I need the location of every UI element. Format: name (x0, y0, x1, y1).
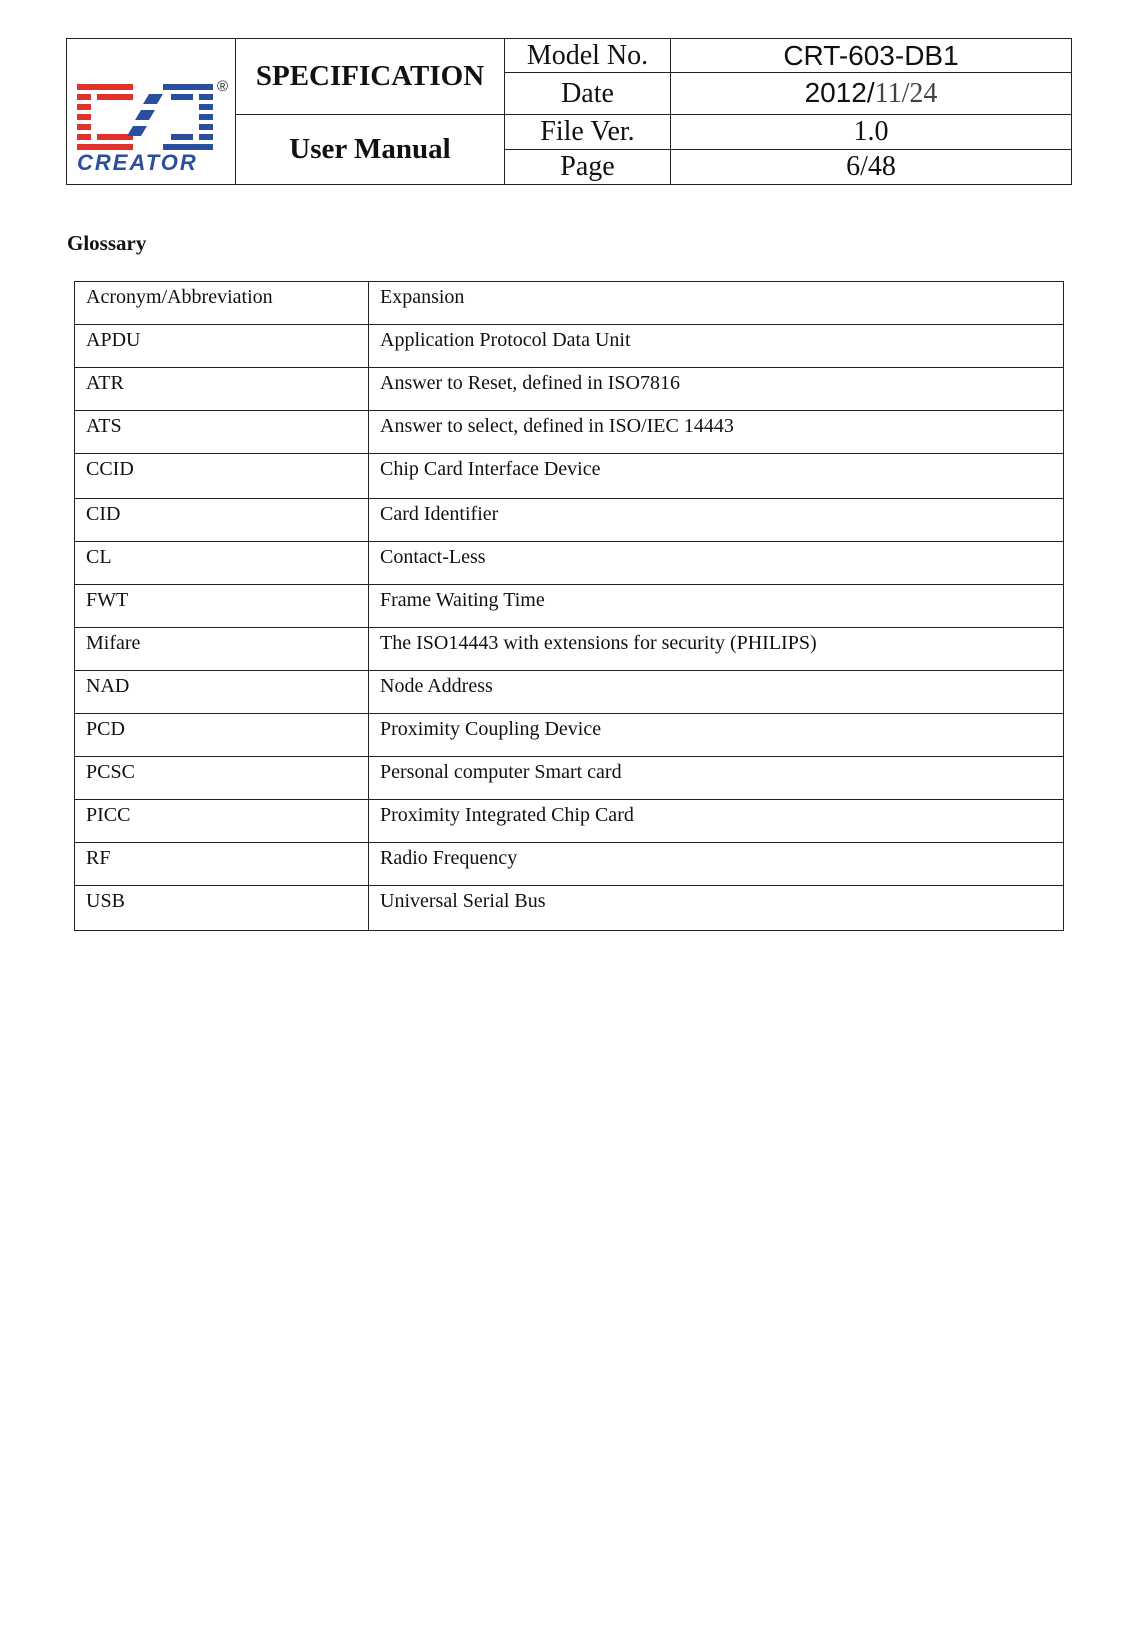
table-row (75, 542, 1064, 585)
date-rest: 11/24 (874, 78, 938, 109)
date-year: 2012/ (804, 77, 875, 108)
glossary-table (74, 281, 1064, 931)
table-row (75, 499, 1064, 542)
glossary-term: PICC (75, 800, 369, 843)
creator-logo-icon (71, 50, 231, 174)
glossary-term: PCD (75, 714, 369, 757)
model-label: Model No. (505, 39, 671, 73)
table-row (75, 411, 1064, 454)
file-version-label: File Ver. (505, 115, 671, 150)
svg-text:®: ® (217, 77, 229, 95)
table-row (75, 671, 1064, 714)
glossary-expansion: Chip Card Interface Device (369, 454, 1064, 499)
table-row (75, 454, 1064, 499)
glossary-term: USB (75, 886, 369, 931)
glossary-term: NAD (75, 671, 369, 714)
glossary-expansion: Application Protocol Data Unit (369, 325, 1064, 368)
glossary-term: Mifare (75, 628, 369, 671)
glossary-expansion: Card Identifier (369, 499, 1064, 542)
glossary-expansion: The ISO14443 with extensions for security (PHILIPS) (369, 628, 1064, 671)
page-label: Page (505, 150, 671, 185)
glossary-term: RF (75, 843, 369, 886)
logo-cell (67, 39, 236, 185)
glossary-expansion: Radio Frequency (369, 843, 1064, 886)
glossary-expansion: Answer to Reset, defined in ISO7816 (369, 368, 1064, 411)
glossary-expansion: Answer to select, defined in ISO/IEC 14443 (369, 411, 1064, 454)
svg-text:CREATOR: CREATOR (77, 149, 198, 174)
glossary-heading: Glossary (67, 231, 147, 255)
glossary-expansion: Proximity Coupling Device (369, 714, 1064, 757)
glossary-term: APDU (75, 325, 369, 368)
table-header-row (75, 282, 1064, 325)
glossary-term: CCID (75, 454, 369, 499)
table-row (75, 325, 1064, 368)
table-row (75, 368, 1064, 411)
glossary-term: CL (75, 542, 369, 585)
table-row (75, 886, 1064, 931)
page-value: 6/48 (671, 150, 1072, 185)
file-version-value: 1.0 (671, 115, 1072, 150)
user-manual-title: User Manual (236, 115, 505, 185)
table-row (75, 843, 1064, 886)
model-value: CRT-603-DB1 (671, 39, 1072, 73)
glossary-term: FWT (75, 585, 369, 628)
column-header-acronym: Acronym/Abbreviation (75, 282, 369, 325)
glossary-expansion: Contact-Less (369, 542, 1064, 585)
date-label: Date (505, 73, 671, 115)
table-row (75, 628, 1064, 671)
glossary-term: PCSC (75, 757, 369, 800)
table-row (75, 714, 1064, 757)
document-header (66, 38, 1072, 185)
glossary-term: ATR (75, 368, 369, 411)
glossary-expansion: Node Address (369, 671, 1064, 714)
column-header-expansion: Expansion (369, 282, 1064, 325)
table-row (75, 757, 1064, 800)
glossary-term: ATS (75, 411, 369, 454)
glossary-expansion: Frame Waiting Time (369, 585, 1064, 628)
date-value (671, 73, 1072, 115)
glossary-expansion: Proximity Integrated Chip Card (369, 800, 1064, 843)
glossary-expansion: Universal Serial Bus (369, 886, 1064, 931)
specification-title: SPECIFICATION (236, 39, 505, 115)
glossary-expansion: Personal computer Smart card (369, 757, 1064, 800)
table-row (75, 800, 1064, 843)
table-row (75, 585, 1064, 628)
glossary-term: CID (75, 499, 369, 542)
